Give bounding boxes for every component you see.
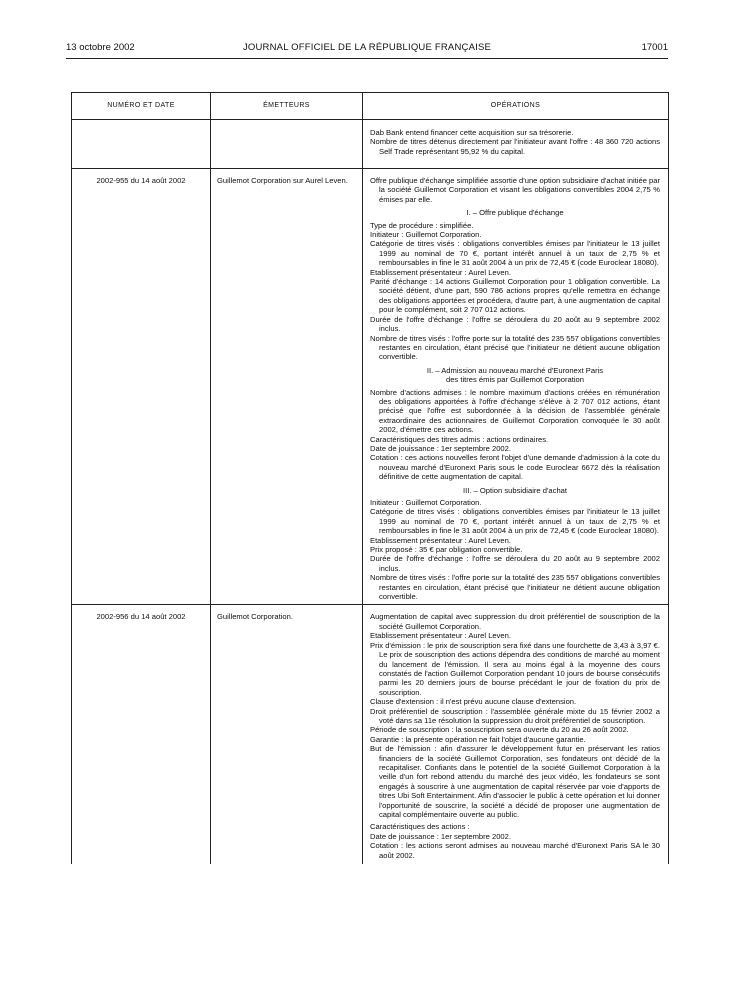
op-item: Durée de l'offre d'échange : l'offre se déroulera du 20 août au 9 septembre 2002 inclus.	[370, 314, 660, 334]
table-row	[72, 169, 669, 605]
op-item: Etablissement présentateur : Aurel Leven.	[370, 631, 511, 641]
cell-operations	[363, 120, 669, 169]
op-item: Etablissement présentateur : Aurel Leven.	[370, 535, 511, 545]
op-intro: Offre publique d'échange simplifiée assortie d'une option subsidiaire d'achat initiée par la société Guillemot Corporation et visant les obligations convertibles 2004 2,75 % émises par elle.	[370, 176, 661, 204]
op-item: Nombre de titres visés : l'offre porte sur la totalité des 235 557 obligations convertibles restantes en circulation, étant précisé que l'initiateur ne détient aucune obligation convertible.	[370, 573, 660, 602]
issue-date: 13 octobre 2002	[66, 42, 135, 53]
section-heading: I. – Offre publique d'échange	[466, 208, 564, 218]
cell-number	[72, 120, 211, 169]
op-item: Garantie : la présente opération ne fait l'objet d'aucune garantie.	[370, 734, 586, 744]
op-item: Initiateur : Guillemot Corporation.	[370, 230, 482, 240]
column-header-number: NUMÉRO ET DATE	[72, 93, 211, 120]
op-item: Prix d'émission : le prix de souscription sera fixé dans une fourchette de 3,43 à 3,97 €. Le prix de souscription des actions dépendra des conditions de marché au moment du lancement de l'émission. Il sera au moins égal à la moyenne des cours constatés de l'action Guillemot Corporation pendant 10 jours de bourse consécutifs parmi les 20 derniers jours de bourse précédant le jour de fixation du prix de souscription.	[370, 640, 660, 697]
op-item: Catégorie de titres visés : obligations convertibles émises par l'initiateur le 13 juillet 1999 au nominal de 70 €, portant intérêt annuel à un taux de 2,75 % et remboursables in fine le 31 août 2004 à un prix de 72,45 € (code Euroclear 18080).	[370, 239, 660, 268]
section-heading-line: des titres émis par Guillemot Corporation	[445, 375, 584, 385]
op-item: Parité d'échange : 14 actions Guillemot Corporation pour 1 obligation convertible. La société détient, d'une part, 590 786 actions propres qu'elle remettra en échange des obligations apportées et procédera, d'autre part, à une augmentation de capital pour le complément, soit 2 707 012 actions.	[370, 277, 660, 315]
op-item: Date de jouissance : 1er septembre 2002.	[370, 443, 511, 453]
column-header-issuer: ÉMETTEURS	[211, 93, 363, 120]
op-item: Augmentation de capital avec suppression du droit préférentiel de souscription de la société Guillemot Corporation.	[370, 612, 660, 631]
table-row	[72, 605, 669, 864]
op-item: Etablissement présentateur : Aurel Leven.	[370, 267, 511, 277]
table-row	[72, 120, 669, 169]
section-heading-line: II. – Admission au nouveau marché d'Euronext Paris	[426, 365, 604, 375]
op-item: Durée de l'offre d'échange : l'offre se déroulera du 20 août au 9 septembre 2002 inclus.	[370, 554, 660, 573]
cell-number: 2002-955 du 14 août 2002	[72, 169, 211, 605]
op-item: But de l'émission : afin d'assurer le développement futur en préservant les ratios financiers de la société Guillemot Corporation, ses fondateurs ont décidé de la recapitaliser. Confiants dans le potentiel de la société Guillemot Corporation à la veille d'un fort rebond attendu du marché des jeux vidéo, les fondateurs se sont engagés à souscrire à une augmentation de capital réservée par voie d'apports de titres Ubi Soft Entertainment. Afin d'associer le public à cette opération et lui donner l'opportunité de souscrire, la société a décidé de proposer une augmentation de capital complémentaire ouverte au public.	[370, 744, 660, 819]
op-item: Caractéristiques des actions :	[370, 822, 470, 832]
op-item: Nombre de titres visés : l'offre porte sur la totalité des 235 557 obligations convertibles restantes en circulation, étant précisé que l'initiateur ne détient aucune obligation convertible.	[370, 333, 660, 362]
op-item: Prix proposé : 35 € par obligation convertible.	[370, 545, 523, 555]
journal-title: JOURNAL OFFICIEL DE LA RÉPUBLIQUE FRANÇAISE	[242, 42, 492, 53]
op-item: Date de jouissance : 1er septembre 2002.	[370, 831, 511, 841]
cell-issuer: Guillemot Corporation.	[211, 605, 363, 864]
op-item: Période de souscription : la souscription sera ouverte du 20 au 26 août 2002.	[370, 725, 629, 735]
table-header-row	[72, 93, 669, 120]
op-item: Clause d'extension : il n'est prévu aucune clause d'extension.	[370, 697, 577, 707]
page-header	[66, 42, 668, 56]
section-heading	[370, 366, 660, 385]
op-item: Catégorie de titres visés : obligations convertibles émises par l'initiateur le 13 juillet 1999 au nominal de 70 €, portant intérêt annuel à un taux de 2,75 % et remboursables in fine le 31 août 2004 à un prix de 72,45 € (code Euroclear 18080).	[370, 507, 660, 536]
cell-issuer	[211, 120, 363, 169]
op-item: Caractéristiques des titres admis : actions ordinaires.	[370, 434, 549, 444]
header-rule	[66, 58, 668, 59]
op-paragraph: Nombre de titres détenus directement par l'initiateur avant l'offre : 48 360 720 actions Self Trade représentant 95,92 % du capital.	[370, 137, 660, 156]
cell-operations	[363, 605, 669, 864]
operations-table	[71, 92, 669, 864]
op-item: Cotation : ces actions nouvelles feront l'objet d'une demande d'admission à la cote du nouveau marché d'Euronext Paris sous le code Euroclear 6672 dès la réalisation définitive de cette augmentation de capital.	[370, 453, 660, 482]
op-item: Droit préférentiel de souscription : l'assemblée générale mixte du 15 février 2002 a voté dans sa 11e résolution la suppression du droit préférentiel de souscription.	[370, 706, 660, 725]
op-item: Type de procédure : simplifiée.	[370, 220, 474, 230]
op-item: Initiateur : Guillemot Corporation.	[370, 498, 482, 507]
cell-issuer: Guillemot Corporation sur Aurel Leven.	[211, 169, 363, 605]
op-paragraph: Dab Bank entend financer cette acquisition sur sa trésorerie.	[370, 128, 574, 137]
op-item: Cotation : les actions seront admises au nouveau marché d'Euronext Paris SA le 30 août 2002.	[370, 841, 660, 860]
page-number: 17001	[641, 42, 668, 53]
section-heading: III. – Option subsidiaire d'achat	[462, 485, 568, 495]
cell-operations	[363, 169, 669, 605]
op-item: Nombre d'actions admises : le nombre maximum d'actions créées en rémunération des obligations apportées à l'offre d'échange s'élève à 2 707 012 actions, étant précisé que l'offre est subordonnée à la décision de l'assemblée générale extraordinaire des actionnaires de Guillemot Corporation convoquée le 30 août 2002, d'émettre ces actions.	[370, 387, 660, 435]
column-header-operations: OPÉRATIONS	[363, 93, 669, 120]
cell-number: 2002-956 du 14 août 2002	[72, 605, 211, 864]
